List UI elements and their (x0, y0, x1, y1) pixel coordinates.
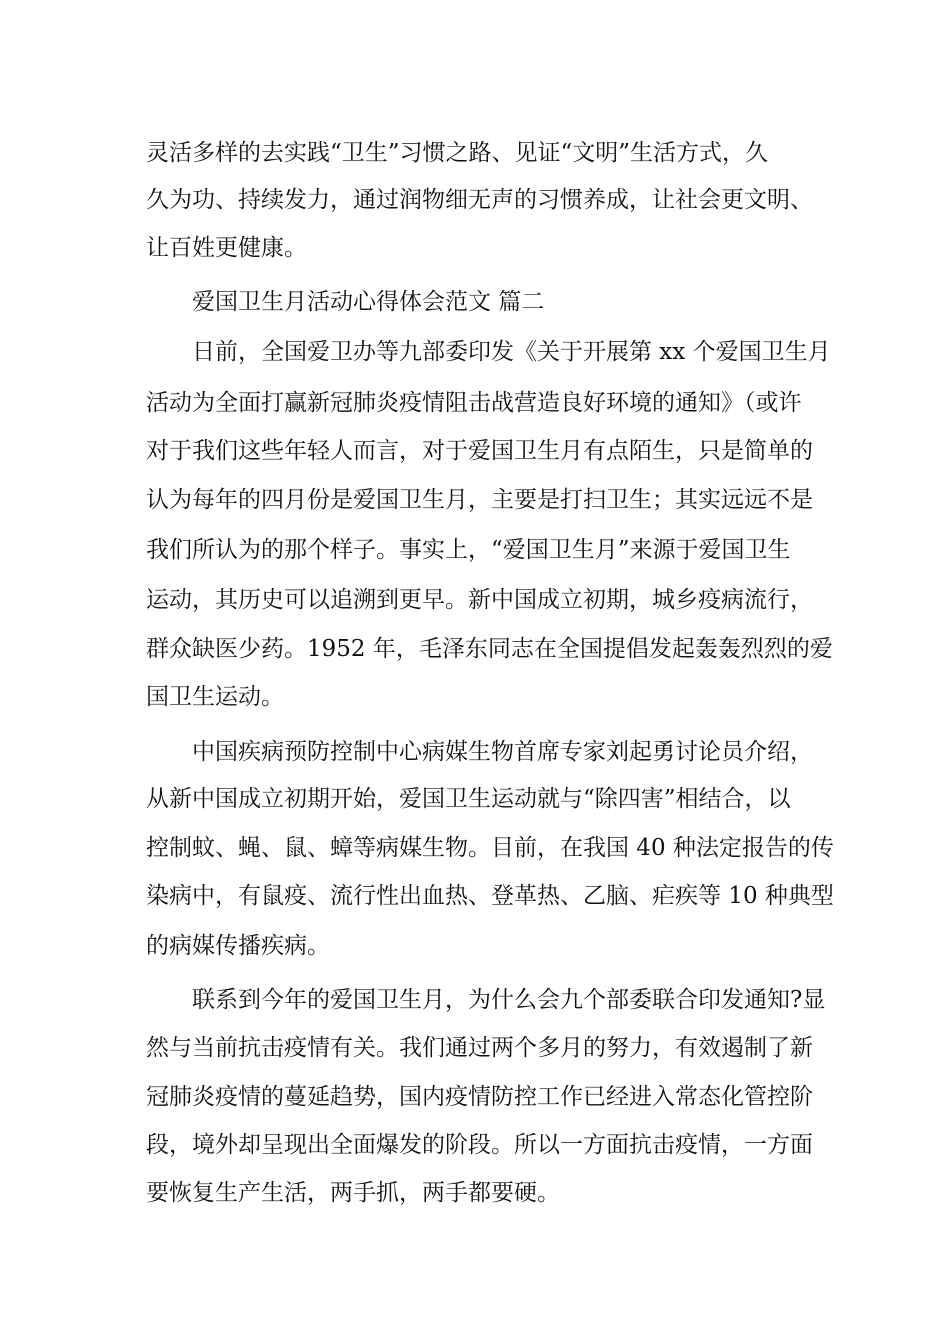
text-line (0, 431, 950, 471)
section-heading-text: 爱国卫生月活动心得体会范文 篇二 (192, 289, 545, 315)
text-line-content: 然与当前抗击疫情有关。我们通过两个多月的努力，有效遏制了新 (146, 1035, 813, 1061)
text-line-content: 联系到今年的爱国卫生月，为什么会九个部委联合印发通知?显 (192, 987, 826, 1013)
text-line (0, 133, 950, 173)
text-line (0, 383, 950, 423)
text-line-content: 认为每年的四月份是爱国卫生月，主要是打扫卫生；其实远远不是 (146, 487, 813, 513)
text-line-content: 从新中国成立初期开始，爱国卫生运动就与“除四害”相结合，以 (146, 786, 791, 812)
text-line-content: 的病媒传播疾病。 (146, 933, 330, 959)
text-line-content: 运动，其历史可以追溯到更早。新中国成立初期，城乡疫病流行， (146, 587, 813, 613)
text-line (0, 926, 950, 966)
text-line (0, 980, 950, 1020)
text-line-content: 染病中，有鼠疫、流行性出血热、登革热、乙脑、疟疾等 10 种典型 (146, 883, 834, 909)
text-line (0, 1028, 950, 1068)
text-line (0, 677, 950, 717)
text-line (0, 828, 950, 868)
text-line-content: 国卫生运动。 (146, 684, 284, 710)
text-line (0, 629, 950, 669)
text-line (0, 1125, 950, 1165)
section-heading (0, 282, 950, 322)
text-line (0, 580, 950, 620)
text-line-content: 要恢复生产生活，两手抓，两手都要硬。 (146, 1180, 560, 1206)
text-line (0, 732, 950, 772)
text-line (0, 332, 950, 372)
text-line-content: 灵活多样的去实践“卫生”习惯之路、见证“文明”生活方式，久 (146, 140, 769, 166)
text-line-content: 让百姓更健康。 (146, 235, 307, 261)
text-line (0, 876, 950, 916)
text-line-content: 段，境外却呈现出全面爆发的阶段。所以一方面抗击疫情，一方面 (146, 1132, 813, 1158)
text-line-content: 对于我们这些年轻人而言，对于爱国卫生月有点陌生，只是简单的 (146, 438, 813, 464)
text-line-content: 冠肺炎疫情的蔓延趋势，国内疫情防控工作已经进入常态化管控阶 (146, 1084, 813, 1110)
text-line (0, 779, 950, 819)
text-line (0, 480, 950, 520)
text-line-content: 我们所认为的那个样子。事实上，“爱国卫生月”来源于爱国卫生 (146, 537, 791, 563)
text-line-content: 中国疾病预防控制中心病媒生物首席专家刘起勇讨论员介绍， (192, 739, 813, 765)
text-line-content: 日前，全国爱卫办等九部委印发《关于开展第 xx 个爱国卫生月 (192, 339, 831, 365)
text-line (0, 530, 950, 570)
text-line (0, 228, 950, 268)
text-line (0, 1077, 950, 1117)
text-line-content: 活动为全面打赢新冠肺炎疫情阻击战营造良好环境的通知》（或许 (146, 390, 802, 416)
text-line-content: 久为功、持续发力，通过润物细无声的习惯养成，让社会更文明、 (146, 187, 813, 213)
text-line-content: 群众缺医少药。1952 年，毛泽东同志在全国提倡发起轰轰烈烈的爱 (146, 636, 833, 662)
text-line (0, 1173, 950, 1213)
text-line-content: 控制蚊、蝇、鼠、蟑等病媒生物。目前，在我国 40 种法定报告的传 (146, 835, 834, 861)
text-line (0, 180, 950, 220)
